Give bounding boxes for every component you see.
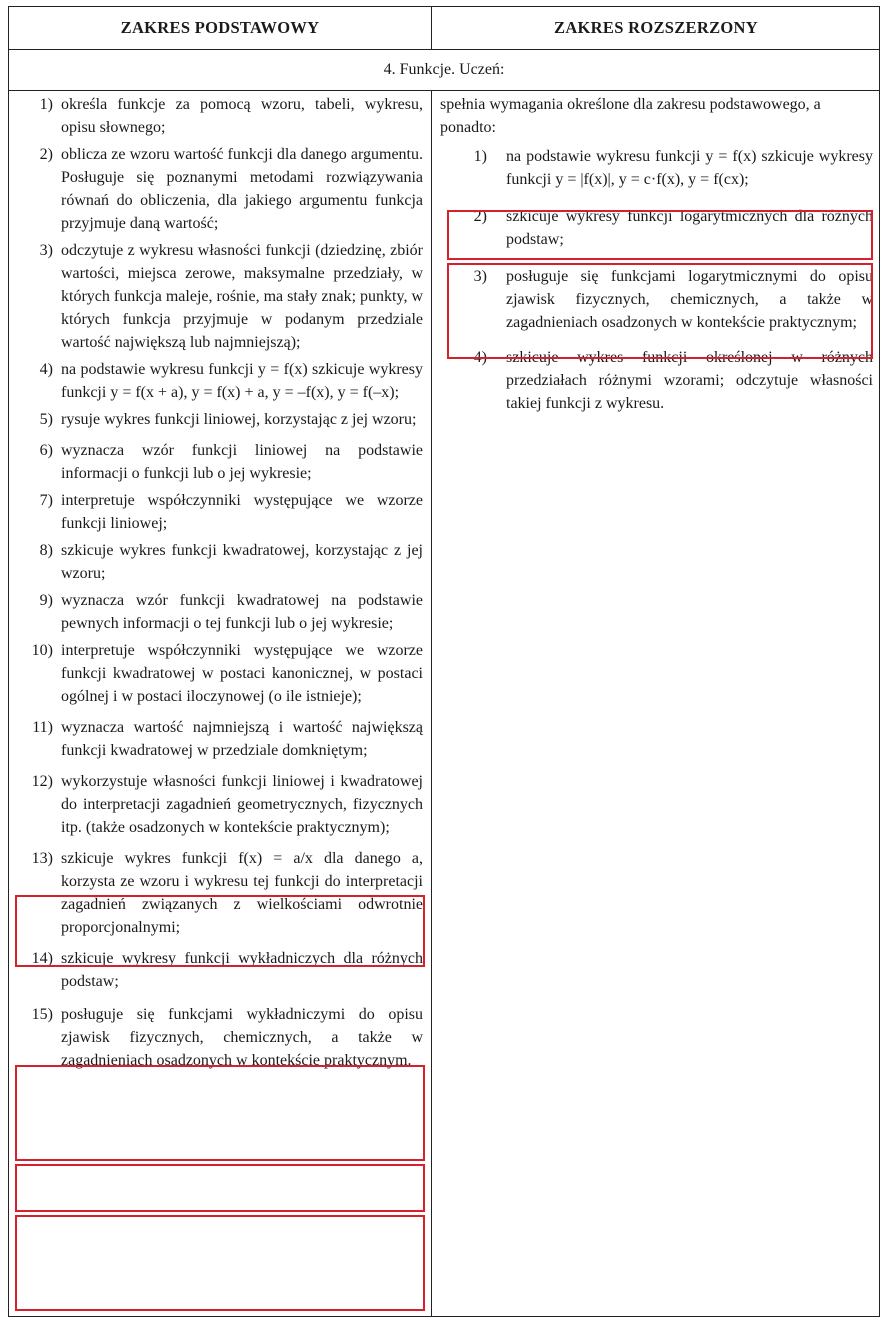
highlight-frame-left-13 [15, 1065, 425, 1161]
header-extended: ZAKRES ROZSZERZONY [554, 18, 758, 37]
item-text: szkicuje wykres funkcji kwadratowej, korzystając z jej wzoru; [61, 542, 423, 582]
list-item [9, 770, 431, 839]
highlight-frame-left-15 [15, 1215, 425, 1311]
header-basic: ZAKRES PODSTAWOWY [120, 18, 320, 37]
item-text: na podstawie wykresu funkcji y = f(x) szkicuje wykresy funkcji y = f(x + a), y = f(x) + a, y = –f(x), y = f(–x); [61, 361, 423, 401]
item-number: 12) [31, 773, 53, 790]
list-item [9, 408, 431, 431]
item-text: szkicuje wykresy funkcji logarytmicznych dla różnych podstaw; [506, 208, 873, 248]
item-text: szkicuje wykres funkcji określonej w różnych przedziałach różnymi wzorami; odczytuje własności takiej funkcji z wykresu. [506, 349, 873, 412]
item-text: posługuje się funkcjami logarytmicznymi do opisu zjawisk fizycznych, chemicznych, a także w zagadnieniach osadzonych w kontekście praktycznym; [506, 268, 873, 331]
item-number: 3) [39, 242, 53, 259]
item-text: określa funkcje za pomocą wzoru, tabeli, wykresu, opisu słownego; [61, 96, 423, 136]
item-text: odczytuje z wykresu własności funkcji (dziedzinę, zbiór wartości, miejsca zerowe, maksymalne przedziały, w których funkcja maleje, rośnie, ma stały znak; punkty, w których funkcja przyjmuje w podanym przedziale wartość największą lub najmniejszą); [61, 242, 423, 351]
item-text: na podstawie wykresu funkcji y = f(x) szkicuje wykresy funkcji y = |f(x)|, y = c·f(x), y = f(cx); [506, 148, 873, 188]
list-item [9, 143, 431, 235]
item-text: rysuje wykres funkcji liniowej, korzystając z jej wzoru; [61, 411, 417, 428]
item-text: szkicuje wykres funkcji f(x) = a/x dla danego a, korzysta ze wzoru i wykresu tej funkcji do interpretacji zagadnień związanych z wielkościami odwrotnie proporcjonalnymi; [61, 850, 423, 936]
section-title: 4. Funkcje. Uczeń: [383, 61, 505, 78]
item-number: 4) [39, 361, 53, 378]
header-divider [431, 7, 432, 49]
item-number: 11) [32, 719, 53, 736]
item-text: wyznacza wzór funkcji liniowej na podstawie informacji o funkcji lub o jej wykresie; [61, 442, 423, 482]
list-item-highlighted [9, 1003, 431, 1072]
item-number: 14) [31, 950, 53, 967]
item-number: 7) [39, 492, 53, 509]
list-item [9, 589, 431, 635]
item-text: interpretuje współczynniki występujące we wzorze funkcji kwadratowej w postaci kanonicznej, w postaci ogólnej i w postaci iloczynowej (o ile istnieje); [61, 642, 423, 705]
item-text: wyznacza wartość najmniejszą i wartość największą funkcji kwadratowej w przedziale domkniętym; [61, 719, 423, 759]
list-item [9, 439, 431, 485]
item-number: 6) [39, 442, 53, 459]
highlight-frame-left-14 [15, 1164, 425, 1212]
item-number: 3) [473, 268, 487, 285]
item-number: 1) [473, 148, 487, 165]
list-item [9, 358, 431, 404]
item-text: szkicuje wykresy funkcji wykładniczych dla różnych podstaw; [61, 950, 423, 990]
list-item [9, 639, 431, 708]
item-number: 1) [39, 96, 53, 113]
item-text: interpretuje współczynniki występujące we wzorze funkcji liniowej; [61, 492, 423, 532]
highlight-frame-right-2 [447, 210, 873, 260]
list-item [9, 539, 431, 585]
list-item [9, 93, 431, 139]
item-text: wykorzystuje własności funkcji liniowej i kwadratowej do interpretacji zagadnień geometrycznych, fizycznych itp. (także osadzonych w kontekście praktycznym); [61, 773, 423, 836]
item-number: 8) [39, 542, 53, 559]
section-bottom-rule [9, 90, 879, 91]
requirements-table [8, 6, 880, 1317]
item-number: 10) [31, 642, 53, 659]
highlight-frame-right-3 [447, 263, 873, 359]
highlight-frame-left-11 [15, 895, 425, 967]
item-number: 2) [39, 146, 53, 163]
list-item [432, 145, 879, 191]
item-number: 4) [473, 349, 487, 366]
item-text: posługuje się funkcjami wykładniczymi do opisu zjawisk fizycznych, chemicznych, a także w zagadnieniach osadzonych w kontekście praktycznym. [61, 1006, 423, 1069]
item-number: 13) [31, 850, 53, 867]
extended-intro: spełnia wymagania określone dla zakresu podstawowego, a ponadto: [440, 96, 821, 136]
list-item [9, 239, 431, 354]
item-text: wyznacza wzór funkcji kwadratowej na podstawie pewnych informacji o tej funkcji lub o jej wykresie; [61, 592, 423, 632]
item-text: oblicza ze wzoru wartość funkcji dla danego argumentu. Posługuje się poznanymi metodami rozwiązywania równań do obliczenia, dla jakiego argumentu funkcja przyjmuje daną wartość; [61, 146, 423, 232]
list-item-highlighted [9, 716, 431, 762]
item-number: 5) [39, 411, 53, 428]
list-item [9, 489, 431, 535]
item-number: 15) [31, 1006, 53, 1023]
item-number: 9) [39, 592, 53, 609]
item-number: 2) [473, 208, 487, 225]
